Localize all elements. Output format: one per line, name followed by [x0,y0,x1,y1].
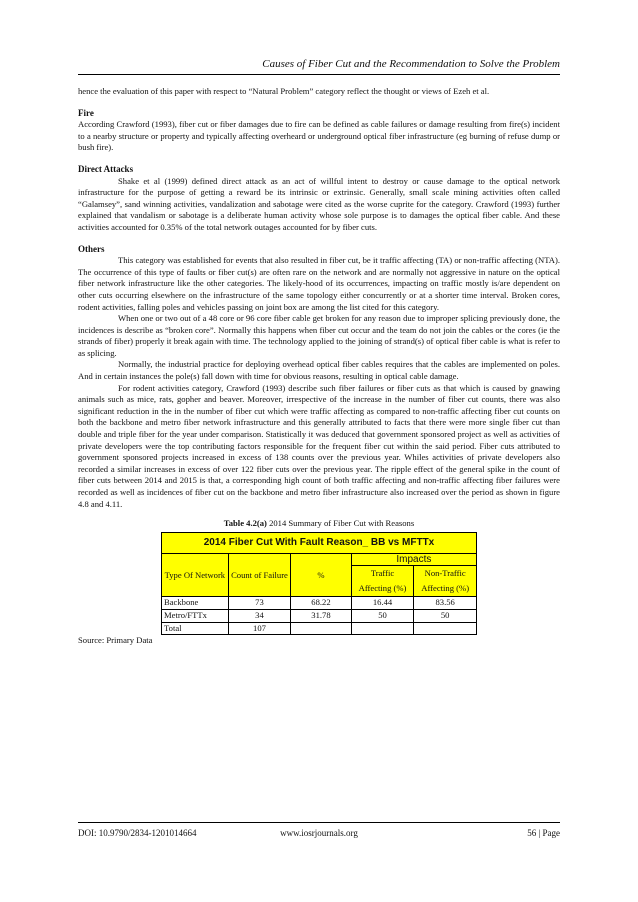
cell-traffic: 16.44 [351,597,414,610]
cell-count: 107 [228,622,291,635]
cell-nontraffic: 50 [414,609,477,622]
footer-website: www.iosrjournals.org [280,828,358,838]
intro-paragraph: hence the evaluation of this paper with respect to “Natural Problem” category reflect the thought or views of Ezeh et al. [78,86,490,96]
cell-traffic [351,622,414,635]
cell-type: Backbone [162,597,229,610]
footer-rule [78,822,560,823]
cell-pct [291,622,351,635]
col-header-count: Count of Failure [228,553,291,597]
cell-pct: 68.22 [291,597,351,610]
cell-nontraffic: 83.56 [414,597,477,610]
table-caption-text: 2014 Summary of Fiber Cut with Reasons [266,518,415,529]
header-rule [78,74,560,75]
table-row [162,609,477,622]
running-header: Causes of Fiber Cut and the Recommendation to Solve the Problem [262,58,560,70]
footer-page-number: 56 | Page [527,828,560,838]
col-header-pct: % [291,553,351,597]
cell-pct: 31.78 [291,609,351,622]
others-paragraph-2: When one or two out of a 48 core or 96 core fiber cable get broken for any reason due to improper splicing previously done, the incidences is describe as “broken core”. Normally this happens when fiber cut occur and the team do not join the cables or the cores (ie the strands of fiber) properly it break again with time. The technology applied to the joining of strand(s) of optical fiber cable is what is refer to as splicing. [78,313,560,358]
cell-type: Metro/FTTx [162,609,229,622]
body-text [78,86,560,647]
table-source: Source: Primary Data [78,635,153,646]
direct-attacks-heading: Direct Attacks [78,163,134,174]
col-header-impacts: Impacts [351,553,476,566]
others-paragraph-3: Normally, the industrial practice for deploying overhead optical fiber cables requires that the cables are implemented on poles. And in certain instances the pole(s) fall down with time for obvious reasons, resulting in optical cable damage. [78,359,560,382]
footer-doi: DOI: 10.9790/2834-1201014664 [78,828,197,838]
col-header-type: Type Of Network [162,553,229,597]
col-header-nontraffic: Non-Traffic Affecting (%) [414,566,477,597]
fiber-cut-table [161,532,477,635]
cell-count: 73 [228,597,291,610]
table-caption [78,518,560,530]
cell-traffic: 50 [351,609,414,622]
table-title: 2014 Fiber Cut With Fault Reason_ BB vs MFTTx [162,532,477,553]
fire-paragraph: According Crawford (1993), fiber cut or fiber damages due to fire can be defined as cable failures or damage resulting from fire(s) incident to a nearby structure or property and typically affecting overheard or underground optical fiber infrastructure (eg burning of refuse dump or bush fire). [78,119,560,153]
col-header-traffic: Traffic Affecting (%) [351,566,414,597]
others-paragraph-1: This category was established for events that also resulted in fiber cut, be it traffic affecting (TA) or non-traffic affecting (NTA). The occurrence of this type of faults or fiber cut(s) are often rare on the network and are normally not aggressive in nature on the optical fiber network infrastructure like the other categories. The likely-hood of its occurrences, impacting on traffic mostly is/are dependent on other cuts occurring elsewhere on the infrastructure of the same topology either concurrently or at a shorter time interval. Broken cores, rodent activities, falling poles and vehicles passing on joint box are among the list cited for this category. [78,255,560,312]
table-row [162,597,477,610]
cell-nontraffic [414,622,477,635]
direct-attacks-paragraph: Shake et al (1999) defined direct attack as an act of willful intent to destroy or cause damage to the optical network infrastructure for the purpose of getting a reward be its intrinsic or extrinsic. Generally, small scale mining activities often called “Galamsey”, sand winning activities, vandalization and sabotage were cited as the worse cuprite for the category. Crawford (1993) further explained that vandalism or sabotage is a deliberate human activity whose sole purpose is to damages the optical fiber cable. And these activities accounted for 0.35% of the total network outages accounted for by fiber cuts. [78,175,560,232]
others-paragraph-4: For rodent activities category, Crawford (1993) describe such fiber failures or fiber cuts as that which is caused by gnawing animals such as mice, rats, gopher and beaver. Moreover, irrespective of the increase in the number of fiber cut counts, there was also significant reduction in the in the number of fiber cut which were traffic affecting as compared to non-traffic affecting fiber cut counts on both the backbone and metro fiber network infrastructure and this generally attributed to facts that there were more single fiber cut than double and triple fiber for the year under comparison. Statistically it was deduced that government sponsored project as well as activities of private developers were the top contributing factors responsible for the frequent fiber cut within the said period. Fiber cuts attributed to government sponsored projects increased in excess of 138 counts over the previous year. Whiles activities of private developers also recorded a similar increases in excess of over 122 fiber cuts over the previous year. The ripple effect of the general spike in the count of fiber cuts between 2014 and 2015 is that, a corresponding high count of both traffic affecting and non-traffic affecting fiber failures were recorded as well as incidences of fiber cut on the backbone and metro fiber infrastructure also increased over the period as shown in figure 4.8 and 4.11. [78,382,560,509]
cell-type: Total [162,622,229,635]
cell-count: 34 [228,609,291,622]
fire-heading: Fire [78,107,94,118]
table-caption-label: Table 4.2(a) [223,518,267,529]
others-heading: Others [78,243,105,254]
table-row [162,622,477,635]
